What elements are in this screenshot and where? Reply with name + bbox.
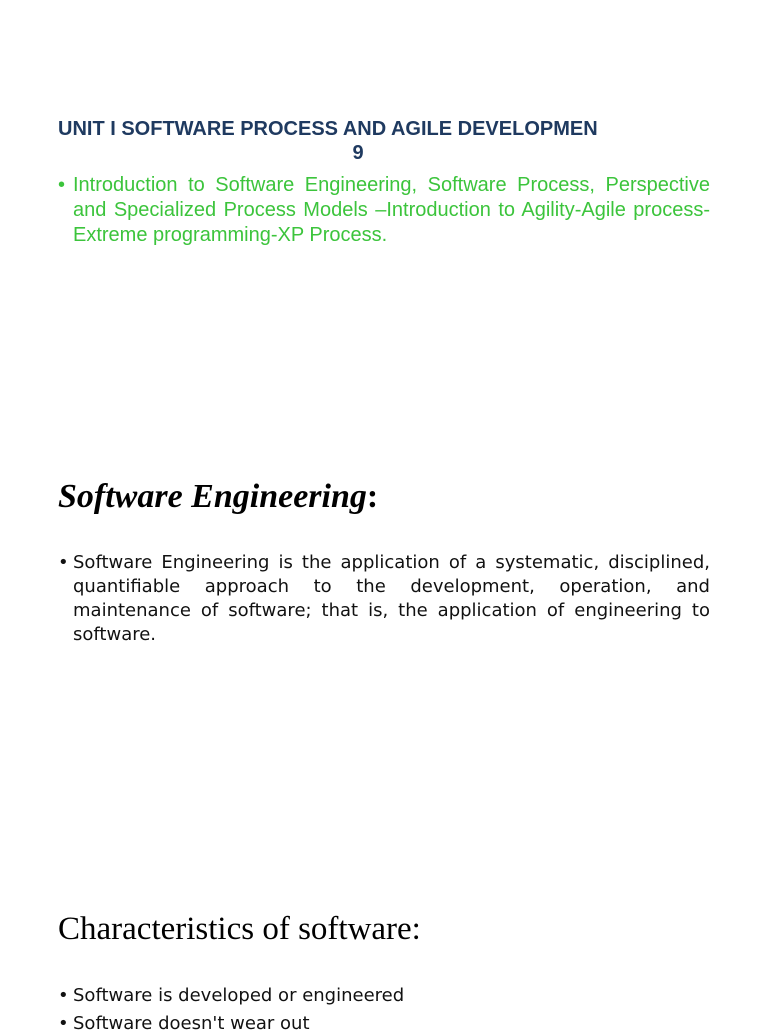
unit-title-line1: UNIT I SOFTWARE PROCESS AND AGILE DEVELOPMEN: [58, 118, 598, 140]
characteristics-heading: Characteristics of software:: [58, 911, 421, 947]
software-engineering-heading: [58, 476, 378, 518]
bullet-marker: •: [58, 1013, 69, 1034]
characteristic-text: Software doesn't wear out: [73, 1013, 310, 1034]
characteristic-bullet: [58, 984, 710, 1008]
definition-bullet: [58, 551, 710, 647]
definition-text: Software Engineering is the application of a systematic, disciplined, quantifiable approach to the development, operation, and maintenance of software; that is, the application of engineering to software.: [73, 552, 710, 645]
syllabus-text: Introduction to Software Engineering, Software Process, Perspective and Specialized Process Models –Introduction to Agility-Agile process-Extreme programming-XP Process.: [73, 174, 710, 246]
heading-colon: :: [366, 478, 379, 515]
bullet-marker: •: [58, 985, 69, 1006]
unit-title-line2: 9: [352, 142, 364, 164]
unit-title: [58, 117, 658, 165]
heading-text: Software Engineering: [58, 478, 367, 515]
characteristic-bullet: [58, 1012, 710, 1036]
characteristic-text: Software is developed or engineered: [73, 985, 405, 1006]
bullet-marker: •: [58, 174, 66, 196]
syllabus-bullet: [58, 173, 710, 248]
bullet-marker: •: [58, 552, 69, 573]
